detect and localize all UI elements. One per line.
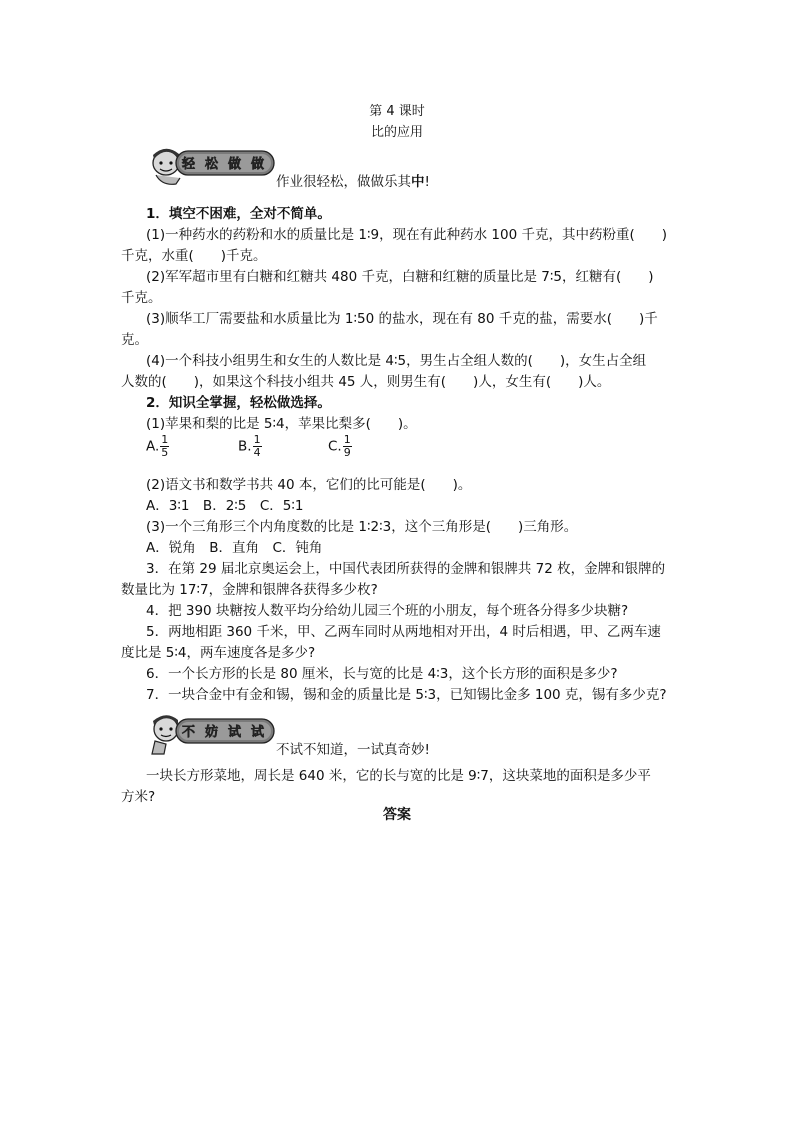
q2-sub-2-options: A．3∶1 B．2∶5 C．5∶1 bbox=[146, 498, 304, 514]
option-c-fraction bbox=[343, 434, 352, 459]
q5-line-2: 度比是 5∶4，两车速度各是多少? bbox=[121, 645, 316, 661]
easy-badge-icon bbox=[146, 142, 276, 188]
q1-line-2: 千克，水重( )千克。 bbox=[121, 248, 267, 264]
section-easy-banner bbox=[146, 142, 666, 188]
option-a-numerator: 1 bbox=[161, 433, 169, 446]
q2-sub-3-options: A．锐角 B．直角 C．钝角 bbox=[146, 540, 323, 556]
q2-sub-2: (2)语文书和数学书共 40 本，它们的比可能是( )。 bbox=[146, 477, 472, 493]
q1-line-3: (2)军军超市里有白糖和红糖共 480 千克，白糖和红糖的质量比是 7∶5，红糖有( ) bbox=[146, 269, 654, 285]
easy-badge-char-1: 轻 bbox=[182, 157, 196, 172]
try-tagline: 不试不知道，一试真奇妙! bbox=[276, 742, 430, 758]
q3-line-1: 3．在第 29 届北京奥运会上，中国代表团所获得的金牌和银牌共 72 枚，金牌和银牌的 bbox=[146, 561, 666, 577]
easy-badge-char-2: 松 bbox=[205, 157, 219, 172]
easy-tagline-bold: 中 bbox=[411, 174, 425, 190]
q2-option-b bbox=[238, 434, 262, 459]
easy-badge-char-4: 做 bbox=[251, 157, 265, 172]
q1-line-7: (4)一个科技小组男生和女生的人数比是 4∶5，男生占全组人数的( )，女生占全组 bbox=[146, 353, 647, 369]
try-badge-char-3: 试 bbox=[228, 725, 242, 740]
q1-line-5: (3)顺华工厂需要盐和水质量比为 1∶50 的盐水，现在有 80 千克的盐，需要水( )千 bbox=[146, 311, 658, 327]
option-b-label: B. bbox=[238, 438, 252, 455]
q7-text: 7．一块合金中有金和锡，锡和金的质量比是 5∶3，已知锡比金多 100 克，锡有多少克? bbox=[146, 687, 667, 703]
q2-sub-3: (3)一个三角形三个内角度数的比是 1∶2∶3，这个三角形是( )三角形。 bbox=[146, 519, 578, 535]
easy-tagline-end: ! bbox=[424, 174, 430, 190]
challenge-line-2: 方米? bbox=[121, 789, 156, 805]
lesson-number: 第 4 课时 bbox=[369, 104, 425, 119]
try-badge-icon bbox=[146, 710, 276, 756]
q1-line-1: (1)一种药水的药粉和水的质量比是 1∶9，现在有此种药水 100 千克，其中药粉重( ) bbox=[146, 227, 667, 243]
option-b-denominator: 4 bbox=[253, 446, 261, 459]
q1-title: 1．填空不困难，全对不简单。 bbox=[146, 206, 331, 222]
easy-tagline-text: 作业很轻松，做做乐其 bbox=[276, 174, 411, 190]
try-badge-char-4: 试 bbox=[251, 725, 265, 740]
easy-badge-char-3: 做 bbox=[228, 157, 242, 172]
option-b-fraction bbox=[253, 434, 262, 459]
option-a-label: A. bbox=[146, 438, 160, 455]
q6-text: 6．一个长方形的长是 80 厘米，长与宽的比是 4∶3，这个长方形的面积是多少? bbox=[146, 666, 618, 682]
option-c-label: C. bbox=[328, 438, 342, 455]
q1-line-8: 人数的( )，如果这个科技小组共 45 人，则男生有( )人，女生有( )人。 bbox=[121, 374, 611, 390]
option-a-fraction bbox=[160, 434, 169, 459]
q2-option-c bbox=[328, 434, 352, 459]
option-c-denominator: 9 bbox=[343, 446, 351, 459]
q3-line-2: 数量比为 17∶7，金牌和银牌各获得多少枚? bbox=[121, 582, 378, 598]
challenge-line-1: 一块长方形菜地，周长是 640 米，它的长与宽的比是 9∶7，这块菜地的面积是多少平 bbox=[146, 768, 651, 784]
q5-line-1: 5．两地相距 360 千米，甲、乙两车同时从两地相对开出，4 时后相遇，甲、乙两车速 bbox=[146, 624, 661, 640]
q4-text: 4．把 390 块糖按人数平均分给幼儿园三个班的小朋友，每个班各分得多少块糖? bbox=[146, 603, 629, 619]
option-a-denominator: 5 bbox=[161, 446, 169, 459]
q1-line-4: 千克。 bbox=[121, 290, 162, 306]
q1-line-6: 克。 bbox=[121, 332, 148, 348]
q2-option-a bbox=[146, 434, 169, 459]
lesson-topic: 比的应用 bbox=[370, 125, 423, 140]
easy-tagline bbox=[276, 170, 430, 190]
q2-title: 2．知识全掌握，轻松做选择。 bbox=[146, 395, 331, 411]
section-try-banner bbox=[146, 710, 666, 756]
q2-sub-1: (1)苹果和梨的比是 5∶4，苹果比梨多( )。 bbox=[146, 416, 417, 432]
try-badge-char-2: 妨 bbox=[205, 725, 219, 740]
option-b-numerator: 1 bbox=[253, 433, 261, 446]
option-c-numerator: 1 bbox=[343, 433, 351, 446]
try-badge-char-1: 不 bbox=[182, 725, 196, 740]
answer-heading: 答案 bbox=[383, 807, 411, 823]
